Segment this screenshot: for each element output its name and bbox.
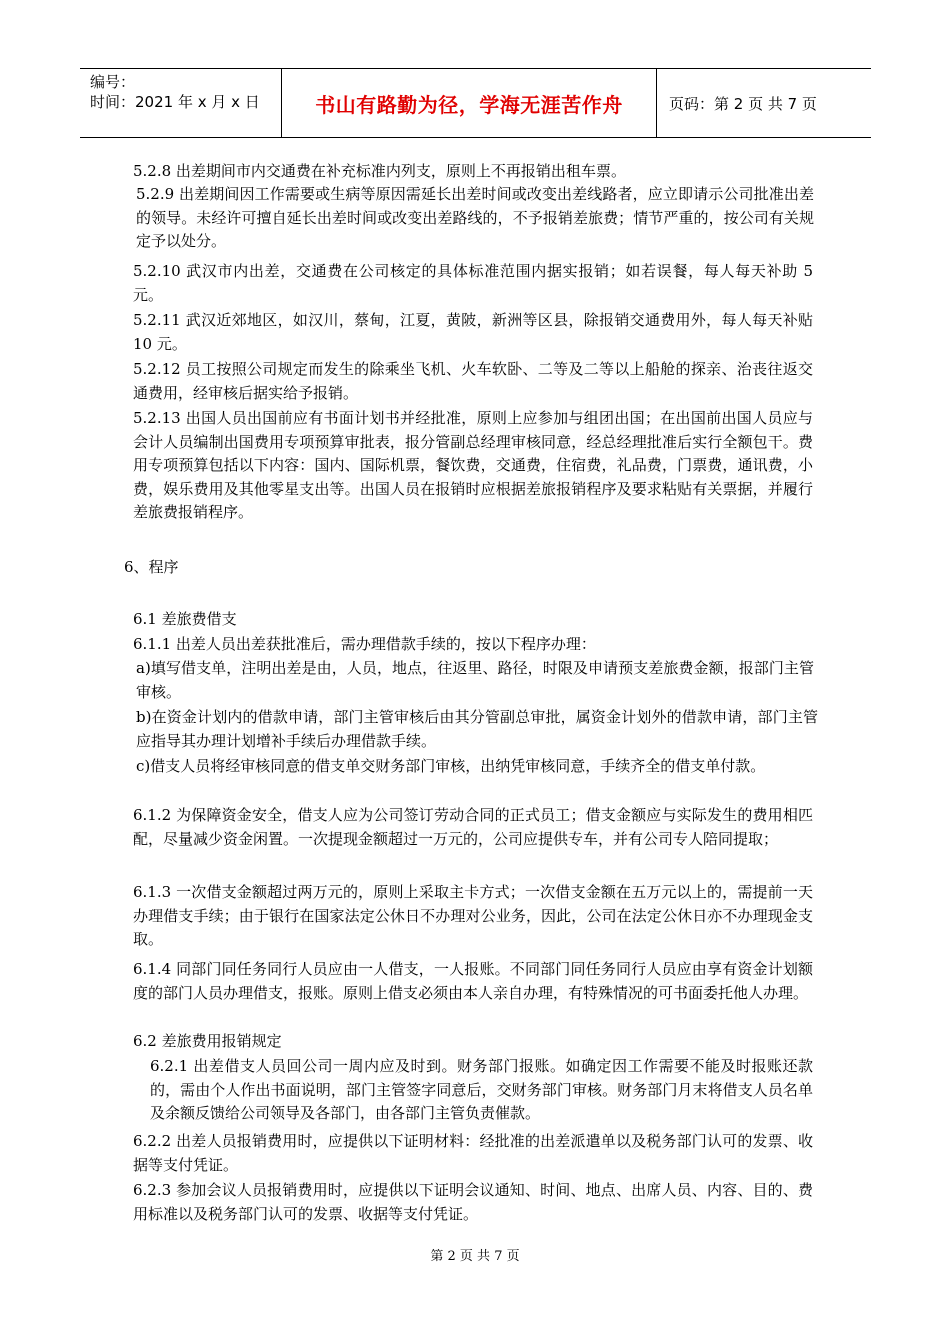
section-6-2-heading: 6.2 差旅费用报销规定 [133,1032,282,1050]
section-6-1-heading: 6.1 差旅费借支 [133,610,237,628]
page-header [80,68,871,138]
clause-5-2-8: 5.2.8 出差期间市内交通费在补充标准内列支，原则上不再报销出租车票。 [133,162,626,180]
clause-6-1-2: 6.1.2 为保障资金安全，借支人应为公司签订劳动合同的正式员工；借支金额应与实际发生的费用相匹配，尽量减少资金闲置。一次提现金额超过一万元的，公司应提供专车，并有公司专人陪同提取； [133,806,813,848]
header-meta [80,69,282,137]
document-date-label: 时间：2021 年 x 月 x 日 [90,93,260,111]
clause-6-2-2: 6.2.2 出差人员报销费用时，应提供以下证明材料：经批准的出差派遣单以及税务部门认可的发票、收据等支付凭证。 [133,1132,813,1174]
item-b: b)在资金计划内的借款申请，部门主管审核后由其分管副总审批，属资金计划外的借款申请，部门主管应指导其办理计划增补手续后办理借款手续。 [136,708,818,750]
clause-5-2-10: 5.2.10 武汉市内出差，交通费在公司核定的具体标准范围内据实报销；如若误餐，每人每天补助 5 元。 [133,262,813,304]
document-number-label: 编号： [90,73,136,91]
header-page-number: 页码：第 2 页 共 7 页 [669,94,817,113]
page-footer: 第 2 页 共 7 页 [430,1249,520,1264]
section-6-heading: 6、程序 [124,558,179,576]
clause-6-1-1: 6.1.1 出差人员出差获批准后，需办理借款手续的，按以下程序办理： [133,635,596,653]
item-c: c)借支人员将经审核同意的借支单交财务部门审核，出纳凭审核同意，手续齐全的借支单付款。 [136,757,766,775]
clause-6-2-1: 6.2.1 出差借支人员回公司一周内应及时到。财务部门报账。如确定因工作需要不能及时报账还款的，需由个人作出书面说明，部门主管签字同意后，交财务部门审核。财务部门月末将借支人员名单及余额反馈给公司领导及各部门，由各部门主管负责催款。 [150,1057,813,1122]
clause-5-2-12: 5.2.12 员工按照公司规定而发生的除乘坐飞机、火车软卧、二等及二等以上船舱的探亲、治丧往返交通费用，经审核后据实给予报销。 [133,360,813,402]
clause-6-1-4: 6.1.4 同部门同任务同行人员应由一人借支，一人报账。不同部门同任务同行人员应由享有资金计划额度的部门人员办理借支，报账。原则上借支必须由本人亲自办理，有特殊情况的可书面委托他人办理。 [133,960,813,1002]
clause-6-2-3: 6.2.3 参加会议人员报销费用时，应提供以下证明会议通知、时间、地点、出席人员、内容、目的、费用标准以及税务部门认可的发票、收据等支付凭证。 [133,1181,813,1223]
header-motto: 书山有路勤为径，学海无涯苦作舟 [282,69,657,137]
clause-5-2-13: 5.2.13 出国人员出国前应有书面计划书并经批准，原则上应参加与组团出国；在出国前出国人员应与会计人员编制出国费用专项预算审批表，报分管副总经理审核同意，经总经理批准后实行全额包干。费用专项预算包括以下内容：国内、国际机票，餐饮费，交通费，住宿费，礼品费，门票费，通讯费，小费，娱乐费用及其他零星支出等。出国人员在报销时应根据差旅报销程序及要求粘贴有关票据，并履行差旅费报销程序。 [133,409,813,521]
clause-5-2-9: 5.2.9 出差期间因工作需要或生病等原因需延长出差时间或改变出差线路者，应立即请示公司批准出差的领导。未经许可擅自延长出差时间或改变出差路线的，不予报销差旅费；情节严重的，按公司有关规定予以处分。 [136,185,814,250]
clause-6-1-3: 6.1.3 一次借支金额超过两万元的，原则上采取主卡方式；一次借支金额在五万元以上的，需提前一天办理借支手续；由于银行在国家法定公休日不办理对公业务，因此，公司在法定公休日亦不办理现金支取。 [133,883,813,948]
item-a: a)填写借支单，注明出差是由，人员，地点，往返里、路径，时限及申请预支差旅费金额，报部门主管审核。 [136,659,814,701]
clause-5-2-11: 5.2.11 武汉近郊地区，如汉川，蔡甸，江夏，黄陂，新洲等区县，除报销交通费用外，每人每天补贴 10 元。 [133,311,813,353]
